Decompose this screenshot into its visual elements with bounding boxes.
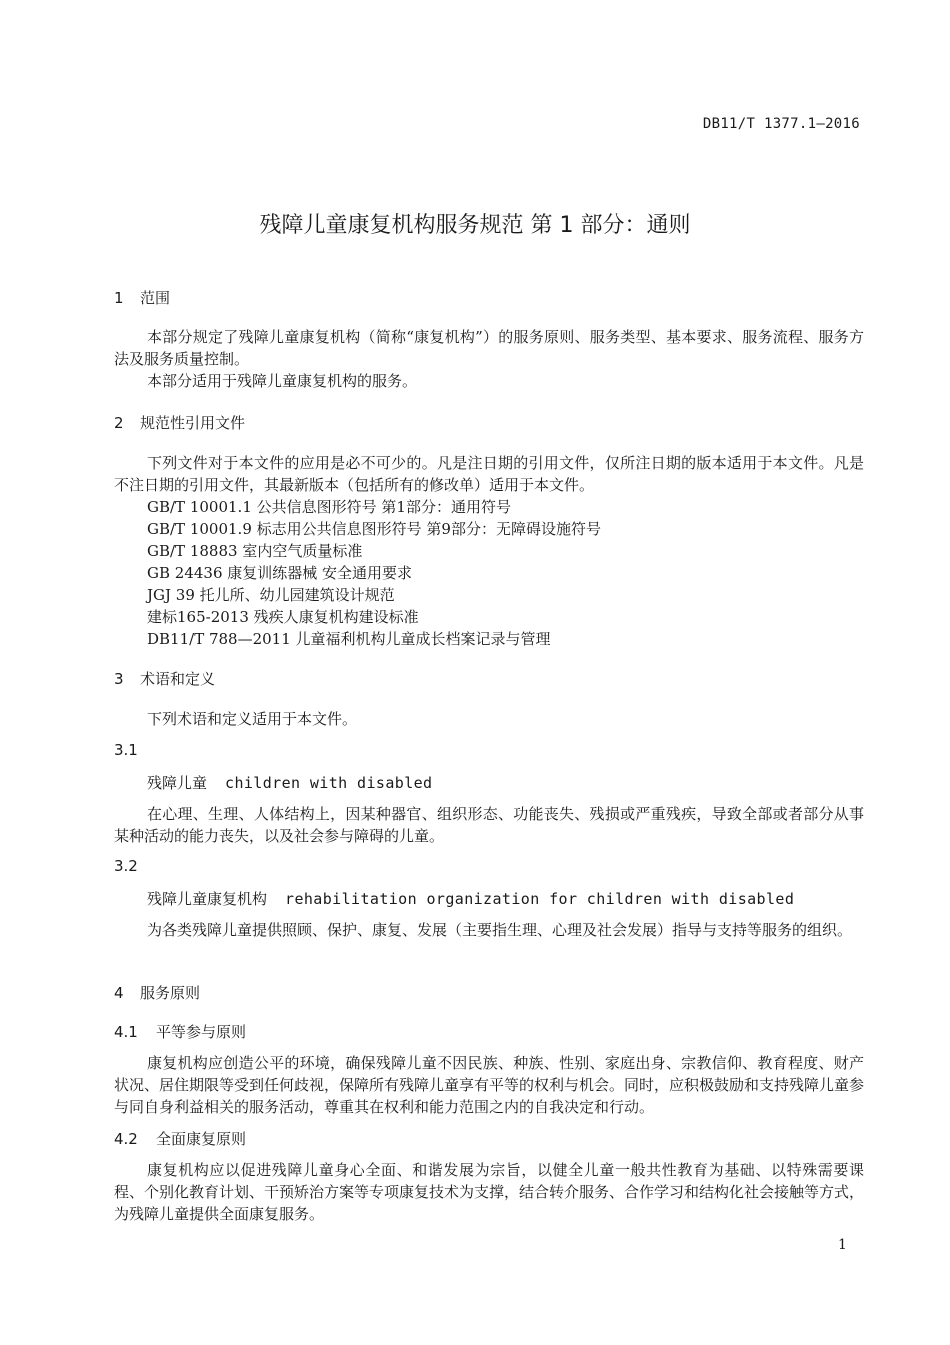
reference-item: GB/T 18883 室内空气质量标准: [147, 542, 363, 560]
subsection-title: 全面康复原则: [156, 1130, 247, 1148]
term-definition: 在心理、生理、人体结构上，因某种器官、组织形态、功能丧失、残损或严重残疾，导致全部或者部分从事某种活动的能力丧失，以及社会参与障碍的儿童。: [114, 805, 864, 845]
section-number: 2: [114, 414, 124, 432]
term-entry: [147, 888, 794, 909]
section-number: 3: [114, 670, 124, 688]
term-definition: 为各类残障儿童提供照顾、保护、康复、发展（主要指生理、心理及社会发展）指导与支持等服务的组织。: [147, 921, 853, 939]
section-1-heading: [114, 287, 170, 308]
subsection-4-1-paragraph: 康复机构应创造公平的环境，确保残障儿童不因民族、种族、性别、家庭出身、宗教信仰、教育程度、财产状况、居住期限等受到任何歧视，保障所有残障儿童享有平等的权利与机会。同时，应积极鼓励和支持残障儿童参与同自身利益相关的服务活动，尊重其在权利和能力范围之内的自我决定和行动。: [114, 1054, 865, 1116]
term-entry: [147, 772, 433, 793]
reference-item: GB 24436 康复训练器械 安全通用要求: [147, 564, 413, 582]
subsection-4-2-heading: [114, 1128, 246, 1149]
section-2-heading: [114, 412, 245, 433]
standard-code: DB11/T 1377.1—2016: [702, 116, 860, 132]
page-number: 1: [838, 1237, 847, 1253]
reference-item: GB/T 10001.1 公共信息图形符号 第1部分：通用符号: [147, 498, 511, 516]
term-number: 3.2: [114, 857, 138, 875]
section-3-paragraph-1: 下列术语和定义适用于本文件。: [147, 710, 358, 728]
term-number: 3.1: [114, 741, 138, 759]
subsection-title: 平等参与原则: [156, 1023, 247, 1041]
section-title: 术语和定义: [140, 670, 216, 688]
document-title: 残障儿童康复机构服务规范 第 1 部分：通则: [259, 213, 691, 238]
section-title: 范围: [140, 289, 171, 307]
section-2-paragraph-1: 下列文件对于本文件的应用是必不可少的。凡是注日期的引用文件，仅所注日期的版本适用于本文件。凡是不注日期的引用文件，其最新版本（包括所有的修改单）适用于本文件。: [114, 454, 864, 494]
reference-item: 建标165-2013 残疾人康复机构建设标准: [147, 608, 419, 626]
section-4-heading: [114, 982, 200, 1003]
subsection-number: 4.2: [114, 1130, 138, 1148]
section-1-paragraph-2: 本部分适用于残障儿童康复机构的服务。: [147, 372, 418, 390]
term-zh: 残障儿童: [147, 774, 208, 792]
section-number: 4: [114, 984, 124, 1002]
subsection-4-2-paragraph: 康复机构应以促进残障儿童身心全面、和谐发展为宗旨，以健全儿童一般共性教育为基础、以特殊需要课程、个别化教育计划、干预矫治方案等专项康复技术为支撑，结合转介服务、合作学习和结构化社会接触等方式，为残障儿童提供全面康复服务。: [114, 1161, 865, 1223]
section-1-paragraph-1: 本部分规定了残障儿童康复机构（简称“康复机构”）的服务原则、服务类型、基本要求、服务流程、服务方法及服务质量控制。: [114, 328, 864, 368]
section-number: 1: [114, 289, 124, 307]
term-en: children with disabled: [225, 774, 433, 792]
subsection-4-1-heading: [114, 1021, 246, 1042]
section-3-heading: [114, 668, 215, 689]
reference-item: DB11/T 788—2011 儿童福利机构儿童成长档案记录与管理: [147, 630, 551, 648]
reference-item: JGJ 39 托儿所、幼儿园建筑设计规范: [147, 586, 395, 604]
section-title: 服务原则: [140, 984, 201, 1002]
term-zh: 残障儿童康复机构: [147, 890, 268, 908]
reference-item: GB/T 10001.9 标志用公共信息图形符号 第9部分：无障碍设施符号: [147, 520, 601, 538]
subsection-number: 4.1: [114, 1023, 138, 1041]
section-title: 规范性引用文件: [140, 414, 246, 432]
term-en: rehabilitation organization for children with disabled: [285, 890, 795, 908]
